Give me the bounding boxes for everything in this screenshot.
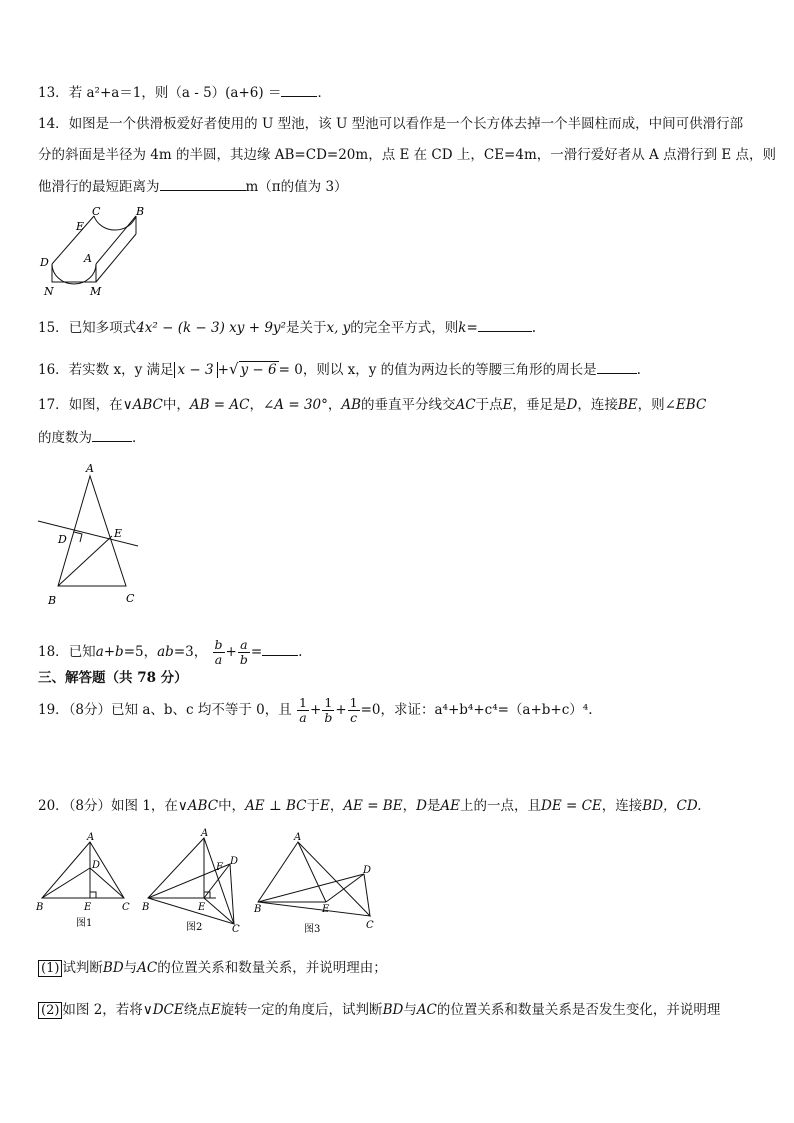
question-text: 已知 a、b、c 均不等于 0，且 bbox=[111, 702, 292, 718]
question-text: ，则以 x，y 的值为两边长的等腰三角形的周长是 bbox=[302, 362, 597, 378]
question-number: 17． bbox=[38, 397, 69, 413]
question-text: 如图 2，若将 bbox=[62, 1002, 143, 1018]
question-text: 于点 bbox=[475, 397, 503, 413]
question-text: ，则 bbox=[637, 397, 665, 413]
question-19: 19．（8分）已知 a、b、c 均不等于 0，且 $\frac{1}{a}$ + $\frac{1}{b}$ + $\frac{1}{c}$ =0，求证：a⁴+b⁴+c⁴=（a+b+c）⁴. bbox=[38, 695, 593, 725]
expression: ab bbox=[157, 644, 174, 660]
question-text: ，连接 bbox=[601, 798, 643, 814]
fraction-1-over-b bbox=[322, 696, 334, 725]
condition: ∠A = 30° bbox=[262, 397, 328, 413]
label-a: A bbox=[86, 462, 94, 475]
question-text: 他滑行的最短距离为 bbox=[38, 179, 160, 195]
question-16 bbox=[38, 359, 641, 380]
question-number: 13． bbox=[38, 85, 69, 101]
fig3-label-b: B bbox=[254, 904, 262, 915]
polynomial: 4x² − (k − 3) xy + 9y² bbox=[136, 320, 286, 336]
triangle-abc-figure bbox=[36, 460, 148, 610]
denominator: a bbox=[214, 652, 223, 667]
denominator: a bbox=[299, 710, 307, 725]
label-n: N bbox=[44, 285, 54, 298]
fig2-label-f: F bbox=[216, 862, 223, 873]
segment: AB bbox=[341, 397, 362, 413]
label-c: C bbox=[92, 205, 101, 218]
question-text: 绕点 bbox=[183, 1002, 211, 1018]
part-number: (1) bbox=[38, 960, 62, 977]
numerator: a bbox=[238, 638, 250, 653]
expression: a+b bbox=[95, 644, 124, 660]
label-e: E bbox=[114, 527, 123, 540]
question-number: 19． bbox=[38, 702, 69, 718]
denominator: b bbox=[239, 652, 248, 667]
fig2-caption: 图2 bbox=[186, 922, 203, 933]
punct: ． bbox=[317, 85, 331, 101]
question-text: 如图 1，在 bbox=[111, 798, 178, 814]
question-17-line-1: 17．如图，在∨ABC中，AB = AC，∠A = 30°，AB的垂直平分线交AC于点E，垂足是D，连接BE，则∠EBC bbox=[38, 397, 707, 413]
question-text: 中， bbox=[218, 798, 246, 814]
question-14-line-2 bbox=[38, 145, 776, 165]
question-text: m（π的值为 3） bbox=[245, 179, 348, 195]
question-text: 试判断 bbox=[62, 960, 103, 976]
question-number: 16． bbox=[38, 362, 69, 378]
fig3-label-d: D bbox=[363, 865, 372, 876]
point: E bbox=[319, 798, 330, 814]
part-number: (2) bbox=[38, 1002, 62, 1019]
segment: AE bbox=[440, 798, 461, 814]
fraction-1-over-a bbox=[297, 696, 309, 725]
question-number: 20． bbox=[38, 798, 69, 814]
plus: + bbox=[217, 362, 229, 378]
fig3-label-e: E bbox=[322, 904, 330, 915]
fig2-label-c: C bbox=[232, 924, 240, 935]
numerator: 1 bbox=[322, 696, 334, 711]
label-b: B bbox=[136, 205, 145, 218]
fig2-label-b: B bbox=[142, 902, 150, 913]
question-text: 分的斜面是半径为 4m 的半圆，其边缘 AB=CD=20m，点 E 在 CD 上，CE=4m，一滑行爱好者从 A 点滑行到 E 点，则 bbox=[38, 147, 777, 163]
label-a: A bbox=[84, 252, 92, 265]
question-text: 的度数为 bbox=[38, 430, 92, 446]
point: E bbox=[502, 397, 513, 413]
q20-figures bbox=[36, 828, 386, 936]
answer-blank bbox=[262, 641, 298, 656]
question-20-part-2 bbox=[38, 1000, 720, 1020]
question-13 bbox=[38, 82, 331, 103]
equals: = 0 bbox=[278, 362, 303, 378]
var-k: k bbox=[458, 320, 467, 336]
triangle: ∨ABC bbox=[177, 798, 219, 814]
question-text: 的位置关系和数量关系，并说明理由； bbox=[157, 960, 387, 976]
question-text: ，垂足是 bbox=[512, 397, 567, 413]
question-20-part-1 bbox=[38, 958, 387, 978]
label-d: D bbox=[58, 533, 67, 546]
u-pool-figure bbox=[38, 204, 148, 300]
equals: = bbox=[466, 320, 478, 336]
question-20 bbox=[38, 796, 702, 816]
point: E bbox=[210, 1002, 221, 1018]
triangle: ∨DCE bbox=[142, 1002, 184, 1018]
question-text: 的位置关系和数量关系是否发生变化，并说明理 bbox=[436, 1002, 721, 1018]
fig3-caption: 图3 bbox=[304, 924, 321, 935]
punct: . bbox=[636, 362, 641, 378]
question-text: 与 bbox=[403, 1002, 417, 1018]
fig1-label-c: C bbox=[122, 902, 130, 913]
answer-blank bbox=[478, 317, 532, 332]
answer-blank bbox=[92, 427, 132, 442]
answer-blank bbox=[597, 359, 637, 374]
plus: + bbox=[225, 644, 237, 660]
question-text: 于 bbox=[306, 798, 320, 814]
fig1-label-b: B bbox=[36, 902, 44, 913]
question-text: 的完全平方式，则 bbox=[350, 320, 459, 336]
question-text: 是 bbox=[426, 798, 441, 814]
segments: BD，CD. bbox=[642, 798, 702, 814]
variables: x, y bbox=[326, 320, 351, 336]
equals: = bbox=[250, 644, 263, 660]
question-number: 14． bbox=[38, 116, 69, 132]
fig1-caption: 图1 bbox=[76, 918, 93, 929]
answer-blank bbox=[281, 82, 317, 97]
fig1-label-a: A bbox=[87, 832, 95, 843]
condition: DE = CE bbox=[541, 798, 602, 814]
segment: BD bbox=[102, 960, 124, 976]
question-text: 的垂直平分线交 bbox=[361, 397, 456, 413]
question-18: 18．已知a+b=5，ab=3， $\frac{b}{a}$ + $\frac{a}{b}$ = . bbox=[38, 637, 303, 667]
question-text: 与 bbox=[123, 960, 138, 976]
sqrt-sign: √ bbox=[228, 360, 239, 378]
segment: AC bbox=[137, 960, 158, 976]
segment: AC bbox=[455, 397, 476, 413]
triangle: ∨ABC bbox=[122, 397, 163, 413]
label-b: B bbox=[48, 594, 57, 607]
angle: ∠EBC bbox=[664, 397, 707, 413]
question-14-line-1 bbox=[38, 114, 743, 134]
condition: AB = AC bbox=[189, 397, 250, 413]
fraction-a-over-b bbox=[238, 638, 250, 667]
numerator: 1 bbox=[299, 695, 307, 710]
label-m: M bbox=[90, 285, 102, 298]
label-d: D bbox=[40, 256, 49, 269]
question-text: 旋转一定的角度后，试判断 bbox=[220, 1002, 383, 1018]
question-text: 中， bbox=[162, 397, 190, 413]
condition: AE ⊥ BC bbox=[245, 798, 307, 814]
question-text: 若实数 x，y 满足 bbox=[68, 362, 174, 378]
fraction-1-over-c bbox=[348, 696, 360, 725]
question-text: 已知 bbox=[68, 644, 96, 660]
fraction-b-over-a bbox=[213, 638, 225, 667]
value: =3， bbox=[173, 644, 208, 660]
segment: AC bbox=[416, 1002, 437, 1018]
question-text: ， bbox=[329, 798, 344, 814]
question-text: 已知多项式 bbox=[68, 320, 137, 336]
question-text: 如图，在 bbox=[68, 397, 123, 413]
value: =5， bbox=[123, 644, 158, 660]
answer-blank bbox=[160, 176, 246, 191]
abs-expression: x − 3 bbox=[174, 362, 218, 378]
question-text: 如图是一个供滑板爱好者使用的 U 型池，该 U 型池可以看作是一个长方体去掉一个半圆柱而成，中间可供滑行部 bbox=[68, 116, 744, 132]
sqrt-expression: y − 6 bbox=[240, 362, 277, 378]
question-text: 若 a²+a＝1，则（a - 5）(a+6) ＝ bbox=[68, 85, 282, 101]
score: （8分） bbox=[68, 702, 112, 718]
fig2-label-d: D bbox=[230, 856, 239, 867]
question-number: 18． bbox=[38, 644, 69, 660]
fig1-label-d: D bbox=[92, 860, 101, 871]
label-c: C bbox=[126, 592, 135, 605]
question-text: =0，求证：a⁴+b⁴+c⁴=（a+b+c）⁴. bbox=[360, 702, 593, 718]
condition: AE = BE bbox=[343, 798, 403, 814]
question-14-line-3 bbox=[38, 176, 348, 197]
segment: BE bbox=[617, 397, 638, 413]
question-text: ， bbox=[402, 798, 417, 814]
point: D bbox=[416, 798, 427, 814]
section-title: 三、解答题（共 78 分） bbox=[38, 670, 188, 686]
question-17-line-2 bbox=[38, 427, 146, 448]
fig2-label-a: A bbox=[201, 828, 209, 839]
label-e: E bbox=[76, 220, 85, 233]
question-number: 15． bbox=[38, 320, 69, 336]
fig1-label-e: E bbox=[84, 902, 92, 913]
fig3-label-a: A bbox=[294, 832, 302, 843]
punct: ． bbox=[132, 430, 146, 446]
point: D bbox=[566, 397, 578, 413]
fig2-label-e: E bbox=[198, 902, 206, 913]
numerator: b bbox=[214, 637, 223, 652]
question-15 bbox=[38, 317, 536, 338]
punct: . bbox=[531, 320, 537, 336]
denominator: b bbox=[324, 710, 333, 725]
question-text: 是关于 bbox=[285, 320, 327, 336]
numerator: 1 bbox=[349, 695, 358, 710]
segment: BD bbox=[382, 1002, 404, 1018]
score: （8分） bbox=[68, 798, 112, 814]
fig3-label-c: C bbox=[366, 920, 374, 931]
denominator: c bbox=[350, 710, 358, 725]
question-text: ，连接 bbox=[577, 397, 618, 413]
question-text: 上的一点，且 bbox=[460, 798, 542, 814]
